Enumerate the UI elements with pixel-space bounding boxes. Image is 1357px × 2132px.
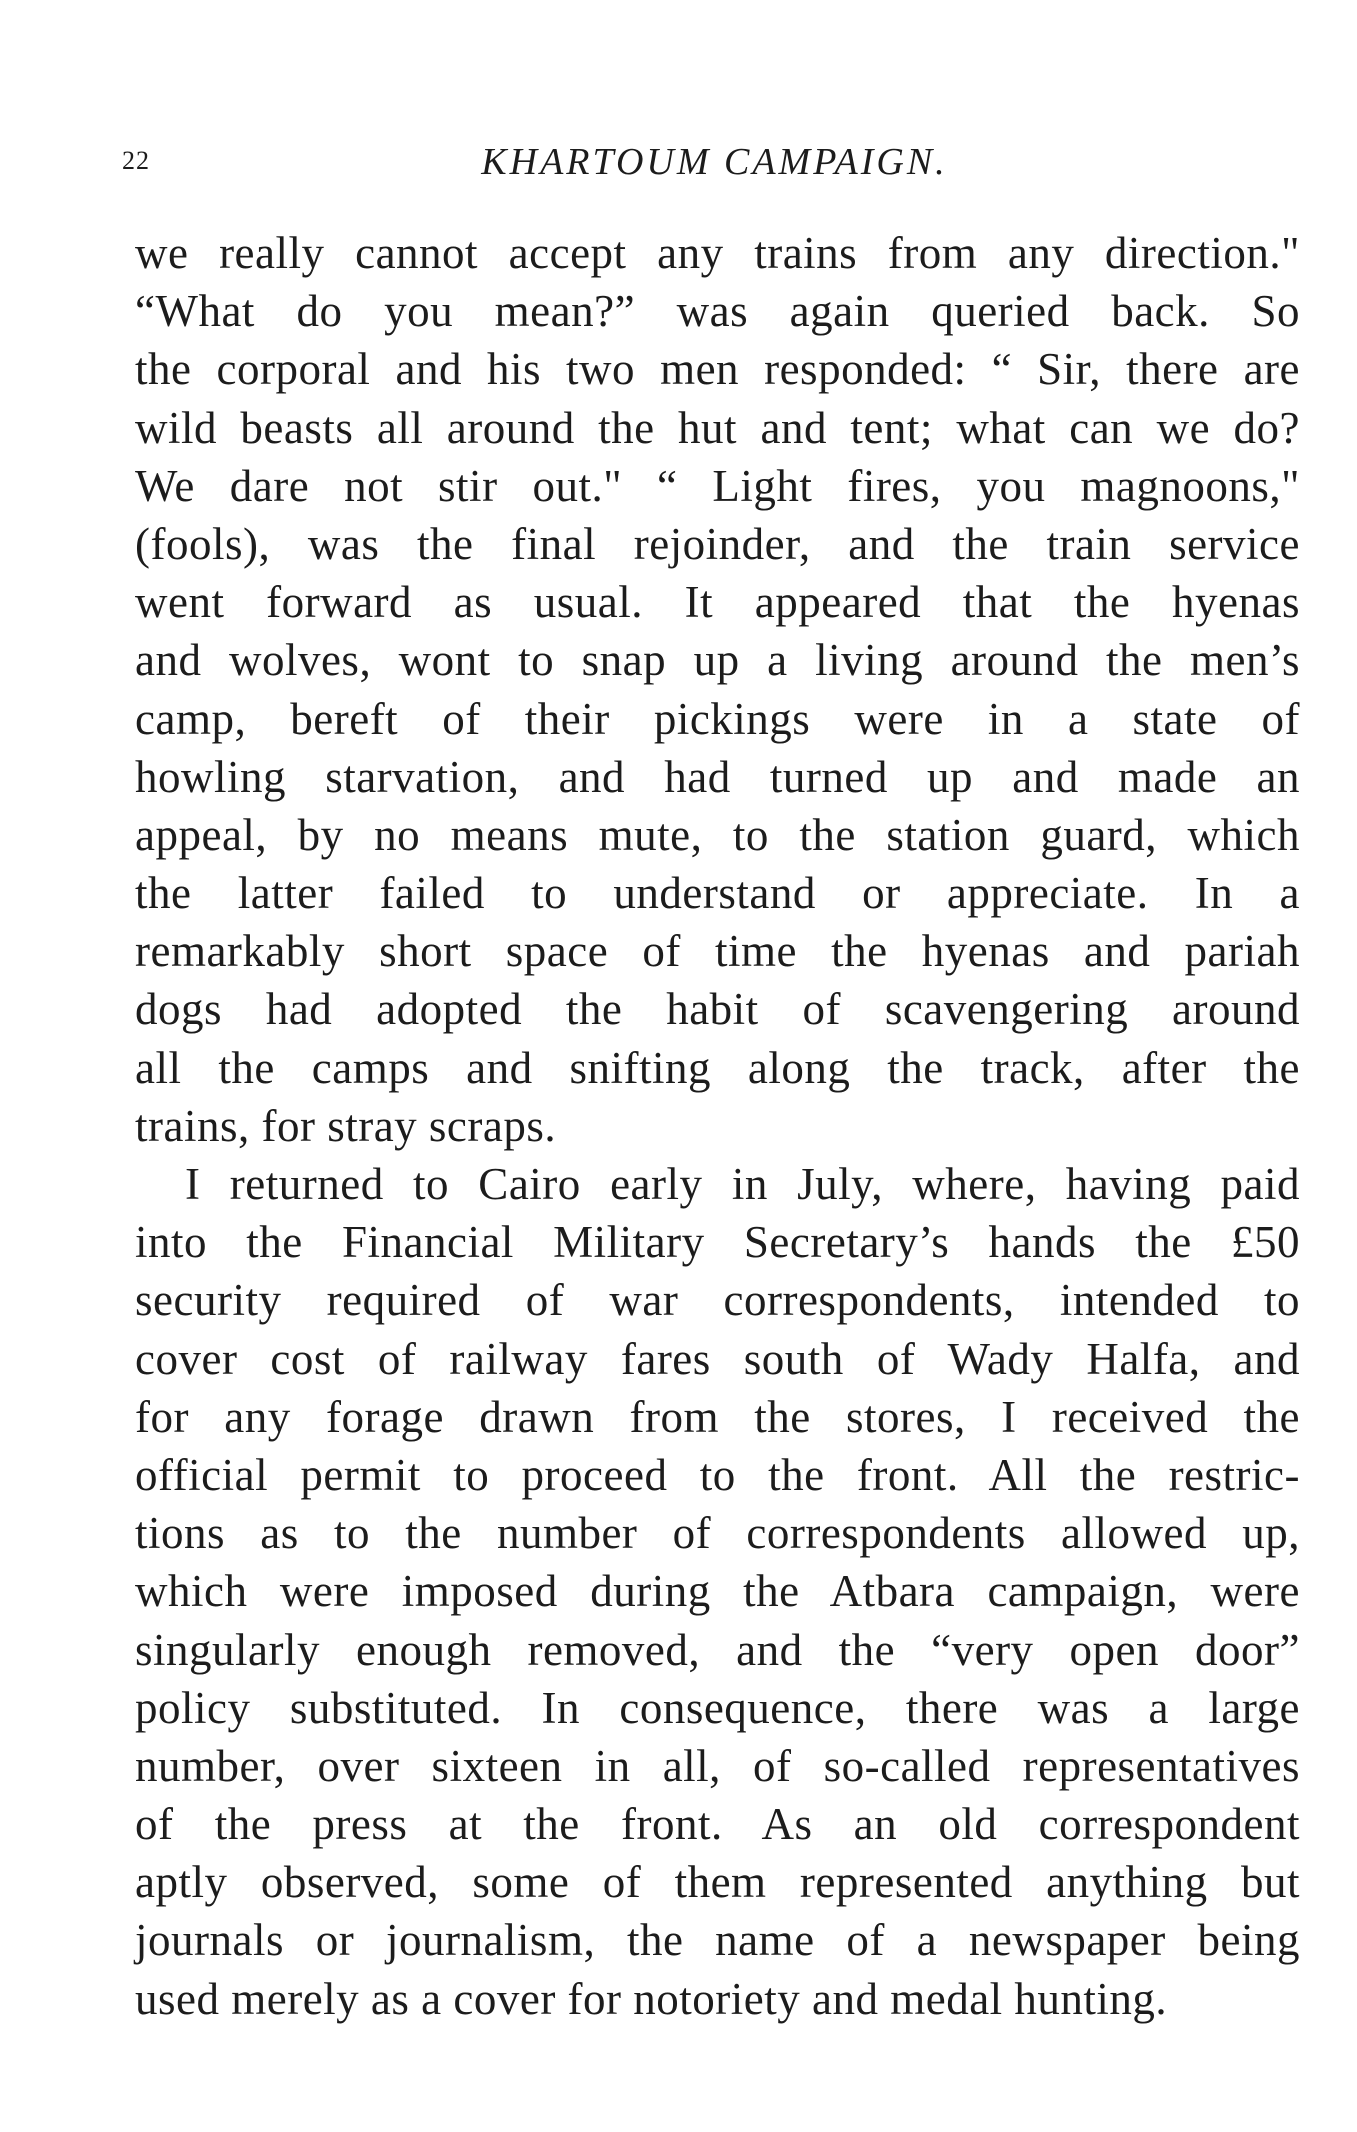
text-line: used merely as a cover for notoriety and medal hunting. bbox=[135, 1973, 1168, 2024]
text-line: which were imposed during the Atbara campaign, were bbox=[135, 1566, 1300, 1617]
text-line: trains, for stray scraps. bbox=[135, 1100, 557, 1151]
text-line: of the press at the front. As an old correspondent bbox=[135, 1799, 1300, 1850]
text-line: into the Financial Military Secretary’s hands the £50 bbox=[135, 1217, 1300, 1268]
body-text bbox=[135, 224, 1300, 2028]
text-line: policy substituted. In consequence, there was a large bbox=[135, 1682, 1300, 1733]
text-line: the corporal and his two men responded: “ Sir, there are bbox=[135, 344, 1300, 395]
text-line: dogs had adopted the habit of scavengering around bbox=[135, 984, 1300, 1035]
text-line: singularly enough removed, and the “very open door” bbox=[135, 1624, 1300, 1675]
text-line: official permit to proceed to the front. All the restric- bbox=[135, 1449, 1300, 1500]
text-line: all the camps and snifting along the track, after the bbox=[135, 1042, 1300, 1093]
text-line: I returned to Cairo early in July, where, having paid bbox=[185, 1159, 1300, 1209]
text-line: we really cannot accept any trains from any direction." bbox=[135, 228, 1300, 278]
text-line: howling starvation, and had turned up and made an bbox=[135, 751, 1300, 802]
text-line: We dare not stir out." “ Light fires, you magnoons," bbox=[135, 460, 1300, 511]
text-line: security required of war correspondents, intended to bbox=[135, 1275, 1300, 1326]
text-line: (fools), was the final rejoinder, and the train service bbox=[135, 518, 1300, 569]
text-line: “What do you mean?” was again queried back. So bbox=[135, 286, 1300, 337]
text-line: cover cost of railway fares south of Wady Halfa, and bbox=[135, 1333, 1300, 1384]
page-header bbox=[122, 140, 1307, 190]
text-line: journals or journalism, the name of a newspaper being bbox=[135, 1915, 1300, 1966]
text-line: went forward as usual. It appeared that the hyenas bbox=[135, 577, 1300, 628]
text-line: appeal, by no means mute, to the station guard, which bbox=[135, 809, 1300, 860]
text-line: aptly observed, some of them represented anything but bbox=[135, 1857, 1300, 1908]
text-line: for any forage drawn from the stores, I received the bbox=[135, 1391, 1300, 1442]
page-number: 22 bbox=[122, 146, 150, 175]
text-line: tions as to the number of correspondents allowed up, bbox=[135, 1508, 1300, 1559]
text-line: camp, bereft of their pickings were in a state of bbox=[135, 693, 1300, 744]
running-head: KHARTOUM CAMPAIGN. bbox=[481, 141, 948, 183]
text-line: number, over sixteen in all, of so-called representatives bbox=[135, 1740, 1300, 1791]
text-line: and wolves, wont to snap up a living around the men’s bbox=[135, 635, 1300, 686]
text-line: remarkably short space of time the hyenas and pariah bbox=[135, 926, 1300, 977]
text-line: wild beasts all around the hut and tent; what can we do? bbox=[135, 402, 1300, 453]
text-line: the latter failed to understand or appreciate. In a bbox=[135, 868, 1300, 919]
